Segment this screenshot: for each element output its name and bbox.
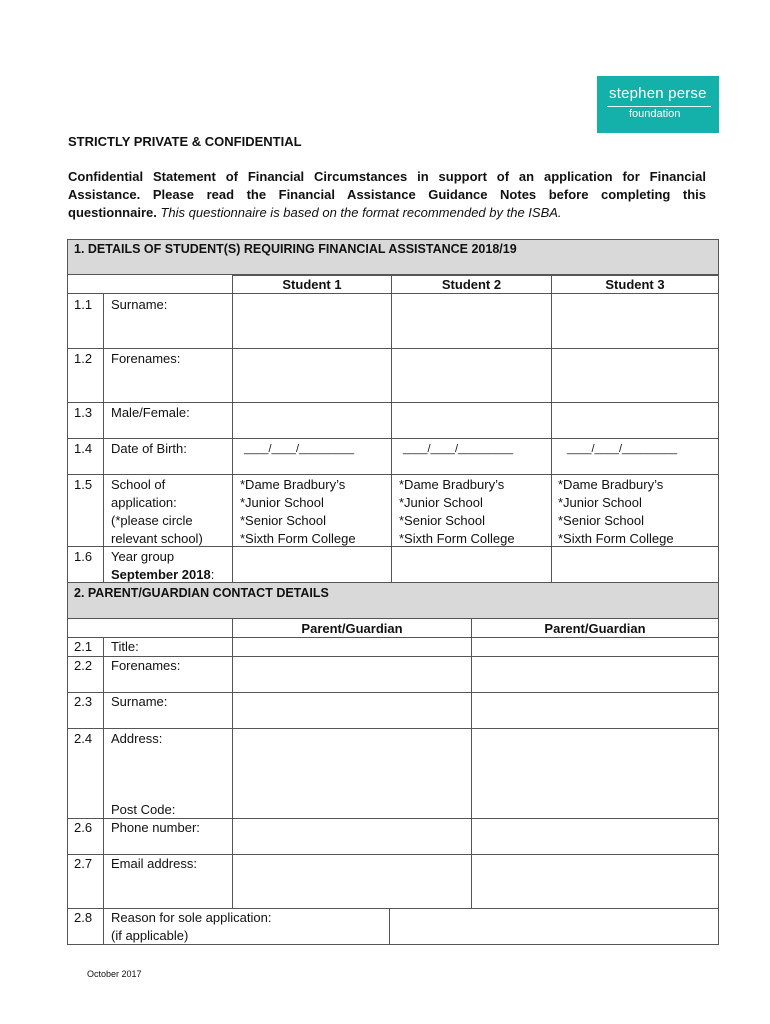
year-label: Year group	[111, 549, 175, 564]
phone-label: Phone number:	[111, 820, 200, 835]
forenames-student-3[interactable]	[551, 348, 719, 403]
row-number: 1.5	[74, 477, 93, 492]
year-student-2[interactable]	[391, 546, 552, 583]
dob-blank-1: ____/____/_________	[244, 443, 355, 455]
row-number: 2.6	[74, 820, 93, 835]
surname-student-2[interactable]	[391, 293, 552, 349]
email-parent-1[interactable]	[232, 854, 472, 909]
address-parent-2[interactable]	[471, 728, 719, 819]
email-label: Email address:	[111, 856, 197, 871]
parent-forenames-label: Forenames:	[111, 658, 181, 673]
reason-label: Reason for sole application:	[111, 910, 272, 925]
row-number: 2.4	[74, 731, 93, 746]
row-number: 1.2	[74, 351, 93, 366]
surname-parent-1[interactable]	[232, 692, 472, 729]
school-option[interactable]: *Dame Bradbury’s	[240, 477, 346, 492]
row-number: 2.7	[74, 856, 93, 871]
row-number: 1.4	[74, 441, 93, 456]
year-student-3[interactable]	[551, 546, 719, 583]
row-number: 1.1	[74, 297, 93, 312]
phone-parent-1[interactable]	[232, 818, 472, 855]
address-parent-1[interactable]	[232, 728, 472, 819]
dob-label: Date of Birth:	[111, 441, 187, 456]
row-number: 2.2	[74, 658, 93, 673]
school-option[interactable]: *Junior School	[399, 495, 483, 510]
forenames-label: Forenames:	[111, 351, 181, 366]
school-option[interactable]: *Junior School	[240, 495, 324, 510]
row-number: 2.1	[74, 639, 93, 654]
student-1-header: Student 1	[282, 277, 342, 292]
row-number: 1.3	[74, 405, 93, 420]
section-1-title: 1. DETAILS OF STUDENT(S) REQUIRING FINANCIAL ASSISTANCE 2018/19	[74, 242, 517, 256]
school-label-line-1: School of	[111, 477, 166, 492]
title-parent-2[interactable]	[471, 637, 719, 657]
student-3-header: Student 3	[605, 277, 665, 292]
forenames-parent-2[interactable]	[471, 656, 719, 693]
school-option[interactable]: *Junior School	[558, 495, 642, 510]
row-number: 2.8	[74, 910, 93, 925]
postcode-label: Post Code:	[111, 802, 176, 817]
school-option[interactable]: *Senior School	[558, 513, 644, 528]
phone-parent-2[interactable]	[471, 818, 719, 855]
school-label-line-4: relevant school)	[111, 531, 203, 546]
row-number: 2.3	[74, 694, 93, 709]
parent-surname-label: Surname:	[111, 694, 168, 709]
surname-label: Surname:	[111, 297, 168, 312]
school-option[interactable]: *Sixth Form College	[240, 531, 356, 546]
gender-student-1[interactable]	[232, 402, 392, 439]
year-label-suffix: :	[210, 567, 215, 582]
gender-student-3[interactable]	[551, 402, 719, 439]
spacer-cell	[67, 275, 233, 294]
dob-blank-2: ____/____/_________	[403, 443, 514, 455]
intro-italic: This questionnaire is based on the format recommended by the ISBA.	[156, 205, 562, 220]
intro-paragraph	[68, 168, 706, 222]
intro-bold: Confidential Statement of Financial Circumstances in support of an application for Financial Assistance. Please read the Financial Assistance Guidance Notes before completing this questionnaire.	[68, 169, 706, 220]
confidential-heading: STRICTLY PRIVATE & CONFIDENTIAL	[68, 134, 302, 149]
logo-divider	[607, 106, 711, 107]
school-option[interactable]: *Dame Bradbury’s	[399, 477, 505, 492]
gender-label: Male/Female:	[111, 405, 190, 420]
title-label: Title:	[111, 639, 139, 654]
address-label: Address:	[111, 731, 163, 746]
school-option[interactable]: *Senior School	[240, 513, 326, 528]
section-2-title: 2. PARENT/GUARDIAN CONTACT DETAILS	[74, 586, 329, 600]
forenames-student-2[interactable]	[391, 348, 552, 403]
forenames-student-1[interactable]	[232, 348, 392, 403]
title-parent-1[interactable]	[232, 637, 472, 657]
parent-2-header: Parent/Guardian	[544, 621, 646, 636]
surname-student-3[interactable]	[551, 293, 719, 349]
dob-blank-3: ____/____/_________	[567, 443, 678, 455]
gender-student-2[interactable]	[391, 402, 552, 439]
surname-student-1[interactable]	[232, 293, 392, 349]
row-number: 1.6	[74, 549, 93, 564]
school-option[interactable]: *Sixth Form College	[558, 531, 674, 546]
spacer-cell	[67, 618, 233, 638]
year-student-1[interactable]	[232, 546, 392, 583]
school-option[interactable]: *Sixth Form College	[399, 531, 515, 546]
school-label-line-2: application:	[111, 495, 177, 510]
email-parent-2[interactable]	[471, 854, 719, 909]
surname-parent-2[interactable]	[471, 692, 719, 729]
school-option[interactable]: *Senior School	[399, 513, 485, 528]
parent-1-header: Parent/Guardian	[301, 621, 403, 636]
reason-label-2: (if applicable)	[111, 928, 189, 943]
year-label-bold: September 2018	[111, 567, 211, 582]
school-label-line-3: (*please circle	[111, 513, 193, 528]
student-2-header: Student 2	[441, 277, 502, 292]
school-option[interactable]: *Dame Bradbury’s	[558, 477, 664, 492]
school-logo	[597, 76, 719, 133]
logo-line-1: stephen perse	[609, 85, 707, 102]
reason-input[interactable]	[389, 908, 719, 945]
footer-date: October 2017	[87, 969, 142, 979]
forenames-parent-1[interactable]	[232, 656, 472, 693]
logo-line-2: foundation	[629, 108, 681, 120]
